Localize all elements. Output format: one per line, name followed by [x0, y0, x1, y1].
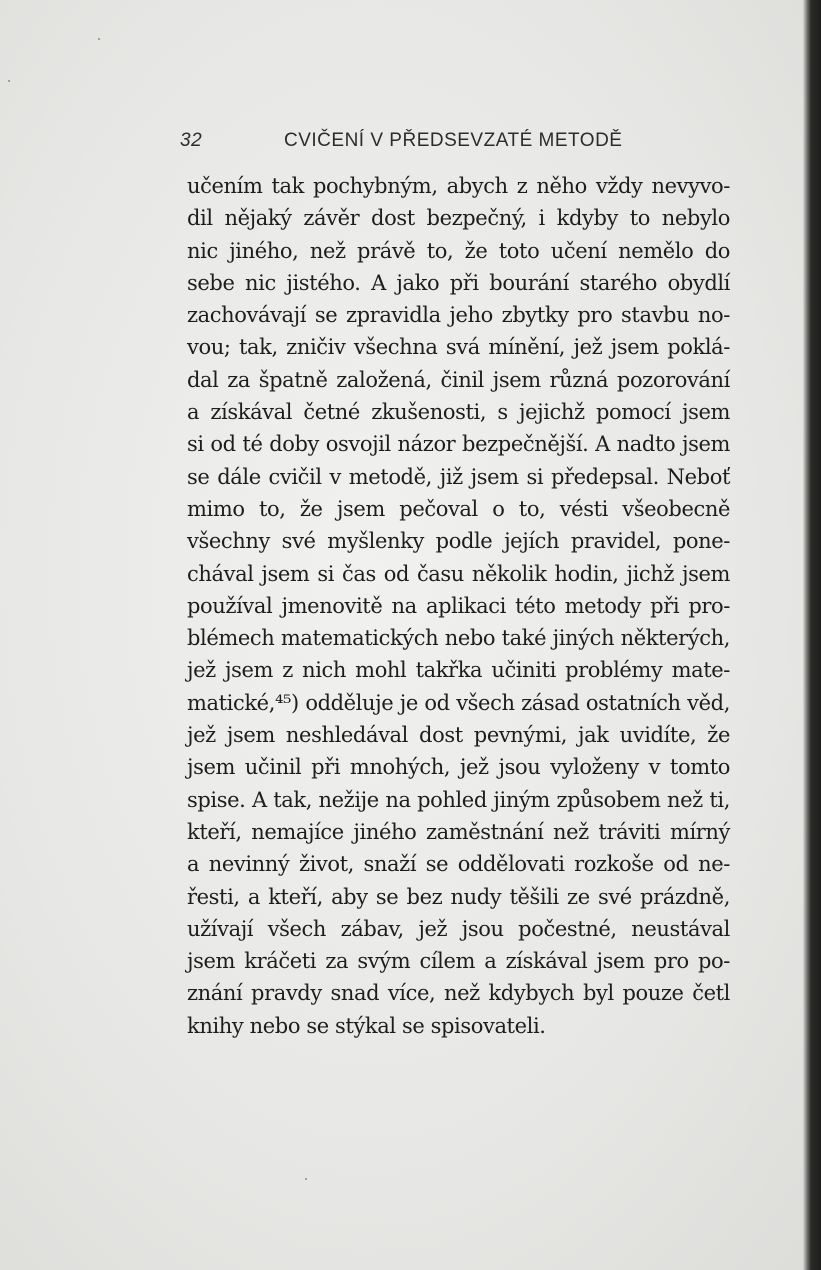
text-line: zachovávají se zpravidla jeho zbytky pro stavbu no-: [187, 303, 730, 328]
text-line: a nevinný život, snaží se oddělovati rozkoše od ne-: [187, 852, 730, 877]
text-line: dil nějaký závěr dost bezpečný, i kdyby to nebylo: [187, 206, 730, 231]
text-line: užívají všech zábav, jež jsou počestné, neustával: [187, 916, 730, 941]
text-line: spise. A tak, nežije na pohled jiným způsobem než ti,: [187, 787, 730, 812]
text-line: a získával četné zkušenosti, s jejichž pomocí jsem: [187, 400, 730, 425]
body-text: [187, 170, 730, 1042]
paper-speck: [98, 38, 100, 40]
text-line: učením tak pochybným, abych z něho vždy nevyvo-: [187, 174, 730, 198]
page-number: 32: [180, 130, 203, 151]
text-line: sebe nic jistého. A jako při bourání starého obydlí: [187, 270, 730, 295]
text-line: jsem učinil při mnohých, jež jsou vyloženy v tomto: [187, 755, 730, 780]
text-line: řesti, a kteří, aby se bez nudy těšili ze své prázdně,: [187, 884, 730, 909]
text-line: chával jsem si čas od času několik hodin, jichž jsem: [187, 561, 730, 586]
text-line: jsem kráčeti za svým cílem a získával jsem pro po-: [187, 949, 730, 974]
text-line: mimo to, že jsem pečoval o to, vésti všeobecně: [187, 496, 730, 521]
text-line: jež jsem neshledával dost pevnými, jak uvidíte, že: [187, 723, 730, 748]
paper-speck: [8, 80, 10, 82]
text-line: dal za špatně založená, činil jsem různá pozorování: [187, 367, 730, 392]
book-spine-shadow: [803, 0, 821, 1270]
text-line: znání pravdy snad více, než kdybych byl pouze četl: [187, 981, 730, 1006]
text-line: knihy nebo se stýkal se spisovateli.: [187, 1013, 546, 1038]
text-line: kteří, nemajíce jiného zaměstnání než tráviti mírný: [187, 819, 730, 844]
text-line: vou; tak, zničiv všechna svá mínění, jež jsem poklá-: [187, 335, 730, 360]
text-line: se dále cvičil v metodě, již jsem si předepsal. Neboť: [187, 464, 730, 489]
text-line: používal jmenovitě na aplikaci této metody při pro-: [187, 593, 730, 618]
text-line: matické,⁴⁵) odděluje je od všech zásad ostatních věd,: [187, 690, 730, 715]
paper-speck: [305, 1178, 307, 1180]
text-line: všechny své myšlenky podle jejích pravidel, pone-: [187, 529, 730, 554]
text-line: si od té doby osvojil názor bezpečnější. A nadto jsem: [187, 432, 730, 457]
running-title: CVIČENÍ V PŘEDSEVZATÉ METODĚ: [284, 130, 623, 151]
text-line: blémech matematických nebo také jiných některých,: [187, 626, 730, 651]
page-header: [180, 126, 625, 156]
text-line: jež jsem z nich mohl takřka učiniti problémy mate-: [187, 658, 730, 683]
text-line: nic jiného, než právě to, že toto učení nemělo do: [187, 238, 730, 263]
